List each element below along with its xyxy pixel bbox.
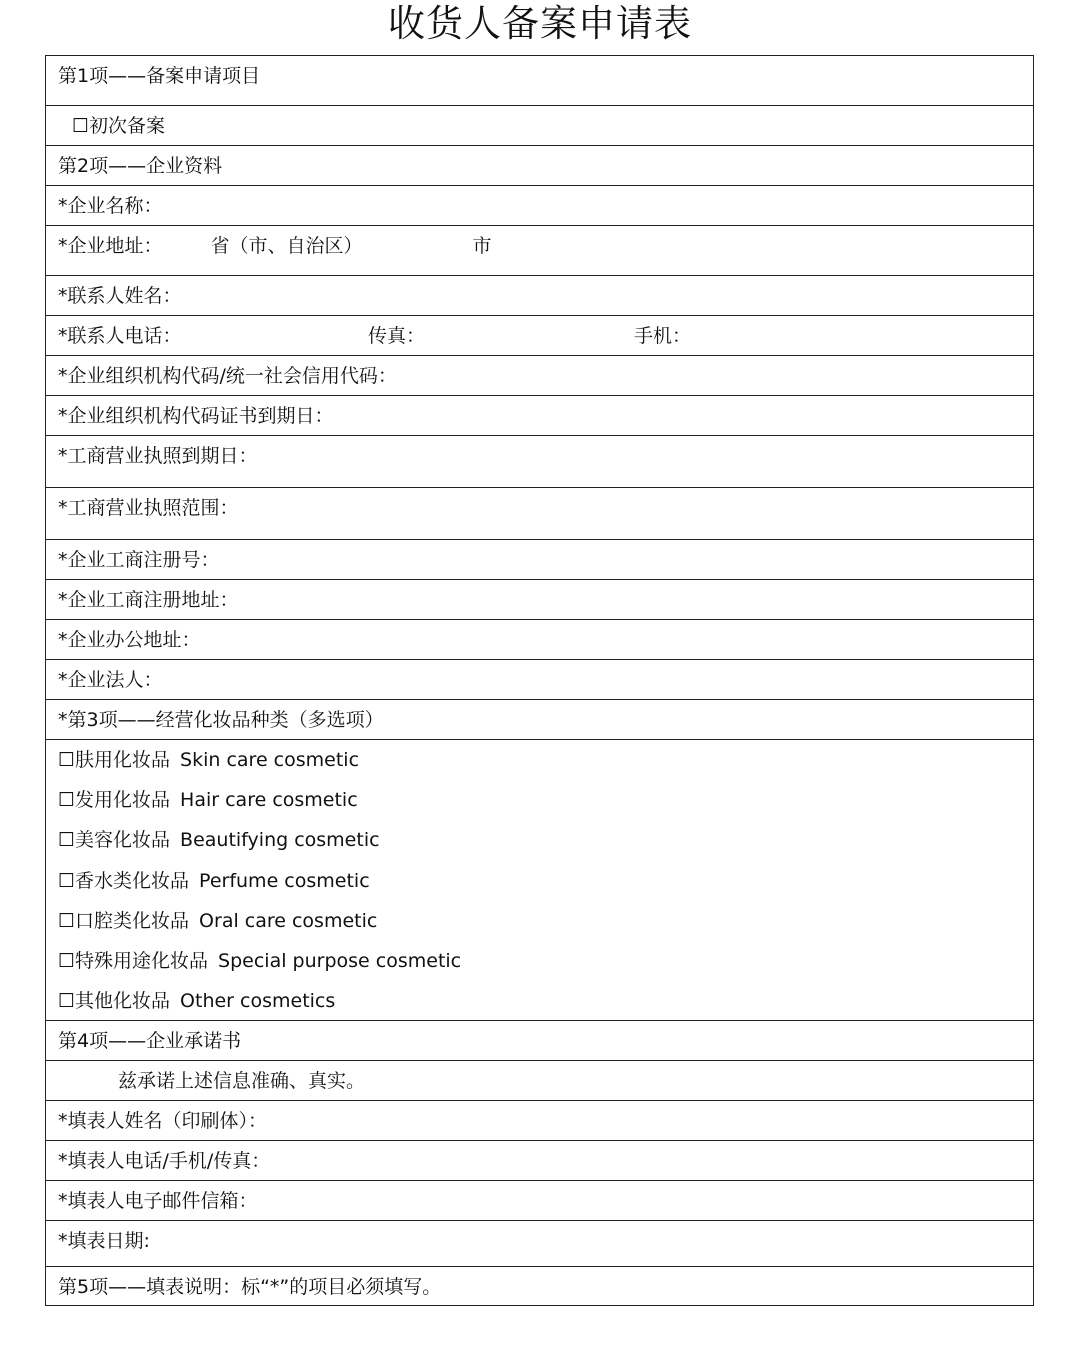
category-cn-label: ☐美容化妆品 xyxy=(58,829,171,852)
section5-note: 第5项——填表说明：标“*”的项目必须填写。 xyxy=(46,1267,1033,1306)
legal-person-field[interactable]: *企业法人： xyxy=(46,660,1033,700)
license-expiry-field[interactable]: *工商营业执照到期日： xyxy=(46,436,1033,488)
company-name-field[interactable]: *企业名称： xyxy=(46,186,1033,226)
category-en-label: Oral care cosmetic xyxy=(199,909,378,932)
category-cn-label: ☐口腔类化妆品 xyxy=(58,909,190,932)
category-hair-care-checkbox[interactable] xyxy=(58,780,1033,820)
form-title: 收货人备案申请表 xyxy=(388,2,692,45)
cosmetic-category-list xyxy=(46,740,1033,1021)
category-cn-label: ☐发用化妆品 xyxy=(58,789,171,812)
fax-label: 传真： xyxy=(368,325,426,347)
org-code-expiry-field[interactable]: *企业组织机构代码证书到期日： xyxy=(46,396,1033,436)
registration-number-field[interactable]: *企业工商注册号： xyxy=(46,540,1033,580)
category-skin-care-checkbox[interactable] xyxy=(58,740,1033,780)
category-perfume-checkbox[interactable] xyxy=(58,861,1033,901)
category-cn-label: ☐特殊用途化妆品 xyxy=(58,949,209,972)
category-cn-label: ☐肤用化妆品 xyxy=(58,749,171,771)
pledge-text: 兹承诺上述信息准确、真实。 xyxy=(46,1061,1033,1101)
category-en-label: Hair care cosmetic xyxy=(180,789,358,812)
mobile-label: 手机： xyxy=(634,325,692,347)
category-en-label: Skin care cosmetic xyxy=(180,749,360,771)
filler-name-field[interactable]: *填表人姓名（印刷体）： xyxy=(46,1101,1033,1141)
filler-phone-field[interactable]: *填表人电话/手机/传真： xyxy=(46,1141,1033,1181)
category-cn-label: ☐香水类化妆品 xyxy=(58,869,190,892)
category-other-checkbox[interactable] xyxy=(58,981,1033,1021)
city-label: 市 xyxy=(472,235,492,257)
contact-phone-row[interactable] xyxy=(46,316,1033,356)
registered-address-field[interactable]: *企业工商注册地址： xyxy=(46,580,1033,620)
office-address-field[interactable]: *企业办公地址： xyxy=(46,620,1033,660)
fill-date-field[interactable]: *填表日期: xyxy=(46,1221,1033,1267)
org-code-field[interactable]: *企业组织机构代码/统一社会信用代码： xyxy=(46,356,1033,396)
category-cn-label: ☐其他化妆品 xyxy=(58,990,171,1013)
contact-name-field[interactable]: *联系人姓名： xyxy=(46,276,1033,316)
category-en-label: Beautifying cosmetic xyxy=(180,829,380,852)
license-scope-field[interactable]: *工商营业执照范围： xyxy=(46,488,1033,540)
initial-filing-checkbox[interactable]: ☐初次备案 xyxy=(46,106,1033,146)
contact-phone-label: *联系人电话： xyxy=(58,325,182,347)
section1-heading: 第1项——备案申请项目 xyxy=(46,56,1033,106)
application-form xyxy=(45,55,1034,1306)
filler-email-field[interactable]: *填表人电子邮件信箱： xyxy=(46,1181,1033,1221)
category-oral-care-checkbox[interactable] xyxy=(58,901,1033,941)
section4-heading: 第4项——企业承诺书 xyxy=(46,1021,1033,1061)
company-address-label: *企业地址： xyxy=(58,235,163,257)
category-en-label: Other cosmetics xyxy=(180,990,336,1013)
category-beautifying-checkbox[interactable] xyxy=(58,820,1033,860)
category-en-label: Perfume cosmetic xyxy=(199,869,370,892)
section3-heading: *第3项——经营化妆品种类（多选项） xyxy=(46,700,1033,740)
category-en-label: Special purpose cosmetic xyxy=(218,949,462,972)
company-address-field[interactable] xyxy=(46,226,1033,276)
section2-heading: 第2项——企业资料 xyxy=(46,146,1033,186)
category-special-purpose-checkbox[interactable] xyxy=(58,941,1033,981)
province-label: 省（市、自治区） xyxy=(210,235,363,257)
